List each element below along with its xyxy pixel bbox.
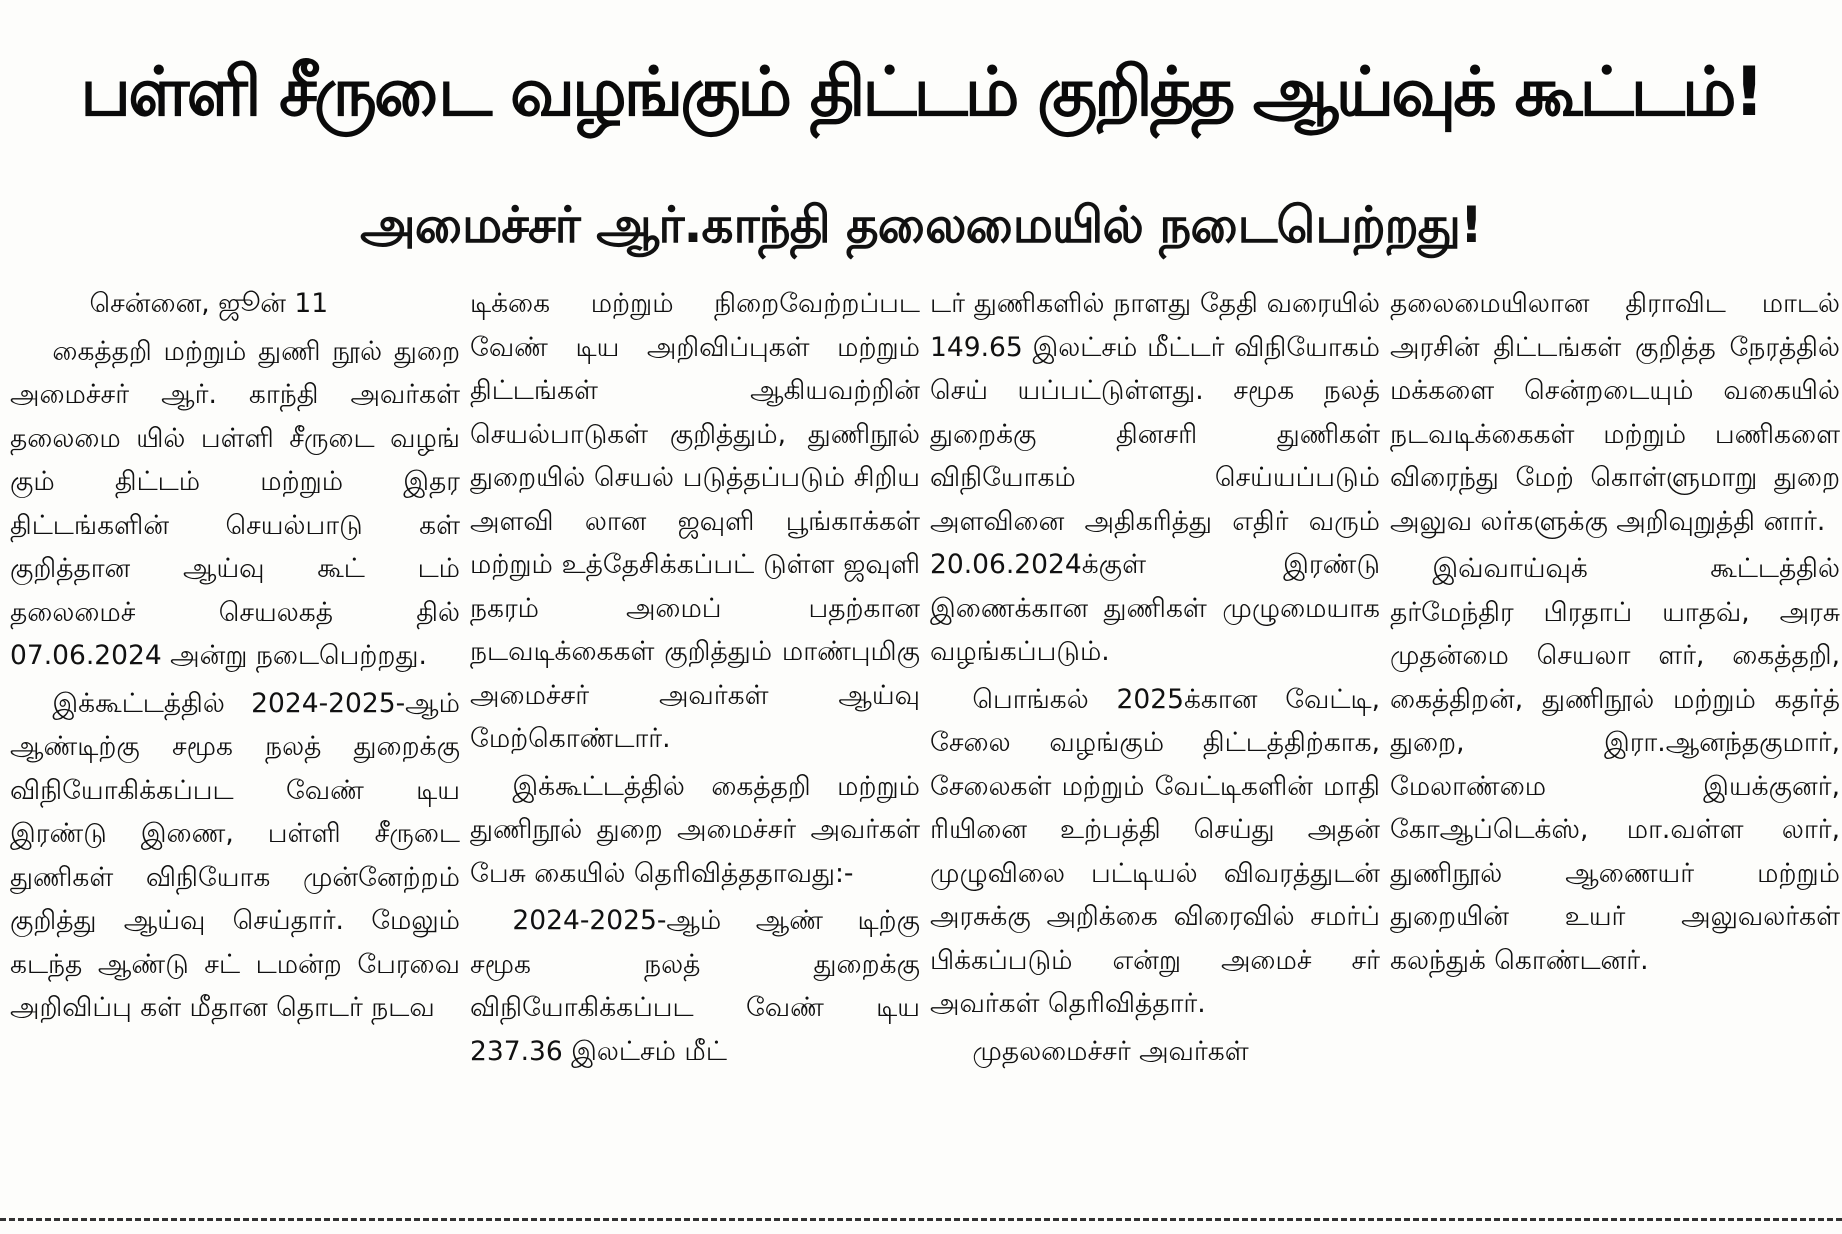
subheadline: அமைச்சர் ஆர்.காந்தி தலைமையில் நடைபெற்றது! (360, 196, 1482, 254)
article-body (10, 282, 1840, 1182)
paragraph: இக்கூட்டத்தில் 2024-2025-ஆம் ஆண்டிற்கு சமூக நலத் துறைக்கு விநியோகிக்கப்பட வேண் டிய இரண்டு இணை, பள்ளி சீருடை துணிகள் விநியோக முன்னேற்றம் குறித்து ஆய்வு செய்தார். மேலும் கடந்த ஆண்டு சட் டமன்ற பேரவை அறிவிப்பு கள் மீதான தொடர் நடவ (10, 687, 460, 1023)
paragraph: கைத்தறி மற்றும் துணி நூல் துறை அமைச்சர் ஆர். காந்தி அவர்கள் தலைமை யில் பள்ளி சீருடை வழங் கும் திட்டம் மற்றும் இதர திட்டங்களின் செயல்பாடு கள் குறித்தான ஆய்வு கூட் டம் தலைமைச் செயலகத் தில் 07.06.2024 அன்று நடைபெற்றது. (10, 335, 460, 671)
paragraph: இக்கூட்டத்தில் கைத்தறி மற்றும் துணிநூல் துறை அமைச்சர் அவர்கள் பேசு கையில் தெரிவித்ததாவது:- (470, 770, 920, 889)
paragraph: 2024-2025-ஆம் ஆண் டிற்கு சமூக நலத் துறைக்கு விநியோகிக்கப்பட வேண் டிய 237.36 இலட்சம் மீட் (470, 905, 920, 1067)
article-column-1 (10, 282, 460, 1182)
article-column-2 (470, 282, 920, 1182)
article-column-4 (1390, 282, 1840, 1182)
headline: பள்ளி சீருடை வழங்கும் திட்டம் குறித்த ஆய்வுக் கூட்டம்! (80, 53, 1762, 132)
dashed-divider (0, 1218, 1842, 1221)
paragraph: டர் துணிகளில் நாளது தேதி வரையில் 149.65 இலட்சம் மீட்டர் விநியோகம் செய் யப்பட்டுள்ளது. சமூக நலத் துறைக்கு தினசரி துணிகள் விநியோகம் செய்யப்படும் அளவினை அதிகரித்து எதிர் வரும் 20.06.2024க்குள் இரண்டு இணைக்கான துணிகள் முழுமையாக வழங்கப்படும். (930, 288, 1380, 667)
paragraph: இவ்வாய்வுக் கூட்டத்தில் தர்மேந்திர பிரதாப் யாதவ், அரசு முதன்மை செயலா ளர், கைத்தறி, கைத்திறன், துணிநூல் மற்றும் கதர்த் துறை, இரா.ஆனந்தகுமார், மேலாண்மை இயக்குனர், கோஆப்டெக்ஸ், மா.வள்ள லார், துணிநூல் ஆணையர் மற்றும் துறையின் உயர் அலுவலர்கள் கலந்துக் கொண்டனர். (1390, 553, 1840, 976)
article-column-3 (930, 282, 1380, 1182)
paragraph: தலைமையிலான திராவிட மாடல் அரசின் திட்டங்கள் குறித்த நேரத்தில் மக்களை சென்றடையும் வகையில் நடவடிக்கைகள் மற்றும் பணிகளை விரைந்து மேற் கொள்ளுமாறு துறை அலுவ லர்களுக்கு அறிவுறுத்தி னார். (1390, 288, 1840, 537)
paragraph: முதலமைச்சர் அவர்கள் (972, 1035, 1249, 1067)
paragraph: பொங்கல் 2025க்கான வேட்டி, சேலை வழங்கும் திட்டத்திற்காக, சேலைகள் மற்றும் வேட்டிகளின் மாதி ரியினை உற்பத்தி செய்து அதன் முழுவிலை பட்டியல் விவரத்துடன் அரசுக்கு அறிக்கை விரைவில் சமர்ப் பிக்கப்படும் என்று அமைச் சர் அவர்கள் தெரிவித்தார். (930, 683, 1380, 1019)
paragraph: டிக்கை மற்றும் நிறைவேற்றப்பட வேண் டிய அறிவிப்புகள் மற்றும் திட்டங்கள் ஆகியவற்றின் செயல்பாடுகள் குறித்தும், துணிநூல் துறையில் செயல் படுத்தப்படும் சிறிய அளவி லான ஜவுளி பூங்காக்கள் மற்றும் உத்தேசிக்கப்பட் டுள்ள ஜவுளி நகரம் அமைப் பதற்கான நடவடிக்கைகள் குறித்தும் மாண்புமிகு அமைச்சர் அவர்கள் ஆய்வு மேற்கொண்டார். (470, 288, 920, 754)
dateline: சென்னை, ஜூன் 11 (89, 288, 329, 319)
